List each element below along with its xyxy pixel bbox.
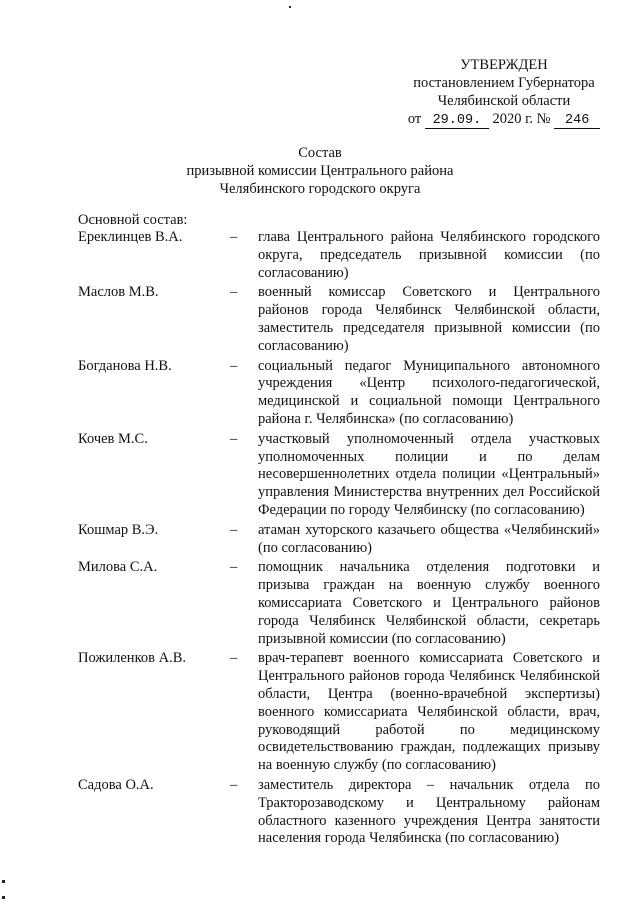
member-row xyxy=(78,358,606,429)
scan-speck xyxy=(289,6,291,8)
member-name: Милова С.А. xyxy=(78,559,158,576)
member-role: социальный педагог Муниципального автономного учреждения «Центр психолого-педагогической, медицинской и социальной помощи Центрального района г. Челябинска» (по согласованию) xyxy=(258,357,600,427)
member-name: Пожиленков А.В. xyxy=(78,650,186,667)
member-row xyxy=(78,431,606,520)
member-dash: – xyxy=(230,650,238,667)
approval-title: УТВЕРЖДЕН xyxy=(460,57,548,73)
member-row xyxy=(78,284,606,355)
member-dash: – xyxy=(230,284,238,301)
document-title xyxy=(120,144,520,198)
section-label: Основной состав: xyxy=(78,212,188,228)
approval-year-text: 2020 г. № xyxy=(492,111,551,127)
approval-line-2: постановлением Губернатора xyxy=(413,75,595,91)
member-role: заместитель директора – начальник отдела по Тракторозаводскому и Центральному районам областного казенного учреждения Центра занятости населения города Челябинска (по согласованию) xyxy=(258,776,600,847)
member-row xyxy=(78,559,606,648)
title-line-1: Состав xyxy=(298,145,342,161)
member-dash: – xyxy=(230,559,238,576)
approval-date-line xyxy=(404,110,604,129)
member-name: Кошмар В.Э. xyxy=(78,521,159,538)
approval-number-value: 246 xyxy=(554,114,600,129)
title-line-3: Челябинского городского округа xyxy=(219,181,421,197)
approval-date-value: 29.09. xyxy=(425,114,489,129)
approval-line-3: Челябинской области xyxy=(437,93,571,109)
member-name: Ереклинцев В.А. xyxy=(78,229,183,245)
member-name: Садова О.А. xyxy=(78,776,154,793)
member-dash: – xyxy=(230,521,238,538)
member-row xyxy=(78,229,606,282)
scan-speck xyxy=(2,880,5,883)
title-line-2: призывной комиссии Центрального района xyxy=(186,163,454,179)
date-prefix: от xyxy=(407,111,422,127)
scan-speck xyxy=(2,896,5,899)
member-dash: – xyxy=(230,229,238,245)
members-list xyxy=(78,229,606,848)
member-name: Кочев М.С. xyxy=(78,430,148,447)
member-role: участковый уполномоченный отдела участковых уполномоченных полиции и по делам несовершеннолетних отдела полиции «Центральный» управления Министерства внутренних дел Российской Федерации по городу Челябинску (по согласованию) xyxy=(258,430,600,518)
member-role: врач-терапевт военного комиссариата Советского и Центрального районов города Челябинск Челябинской области, Центра (военно-врачебной экспертизы) военного комиссариата Челябинской области, врач, руководящий работой по медицинскому освидетельствованию граждан, подлежащих призыву на военную службу (по согласованию) xyxy=(258,650,600,774)
member-role: атаман хуторского казачьего общества «Челябинский» (по согласованию) xyxy=(258,521,600,556)
member-name: Маслов М.В. xyxy=(78,284,159,301)
member-dash: – xyxy=(230,430,238,447)
member-row xyxy=(78,777,606,848)
member-dash: – xyxy=(230,357,238,374)
member-dash: – xyxy=(230,776,238,793)
member-role: помощник начальника отделения подготовки и призыва граждан на военную службу военного комиссариата Советского и Центрального районов города Челябинск Челябинской области, секретарь призывной комиссии (по согласованию) xyxy=(258,559,600,647)
member-role: военный комиссар Советского и Центрального районов города Челябинск Челябинской области, заместитель председателя призывной комиссии (по согласованию) xyxy=(258,284,600,354)
approval-stamp xyxy=(404,56,604,129)
member-name: Богданова Н.В. xyxy=(78,357,172,374)
member-row xyxy=(78,650,606,775)
member-role: глава Центрального района Челябинского городского округа, председатель призывной комиссии (по согласованию) xyxy=(258,229,600,281)
member-row xyxy=(78,522,606,558)
